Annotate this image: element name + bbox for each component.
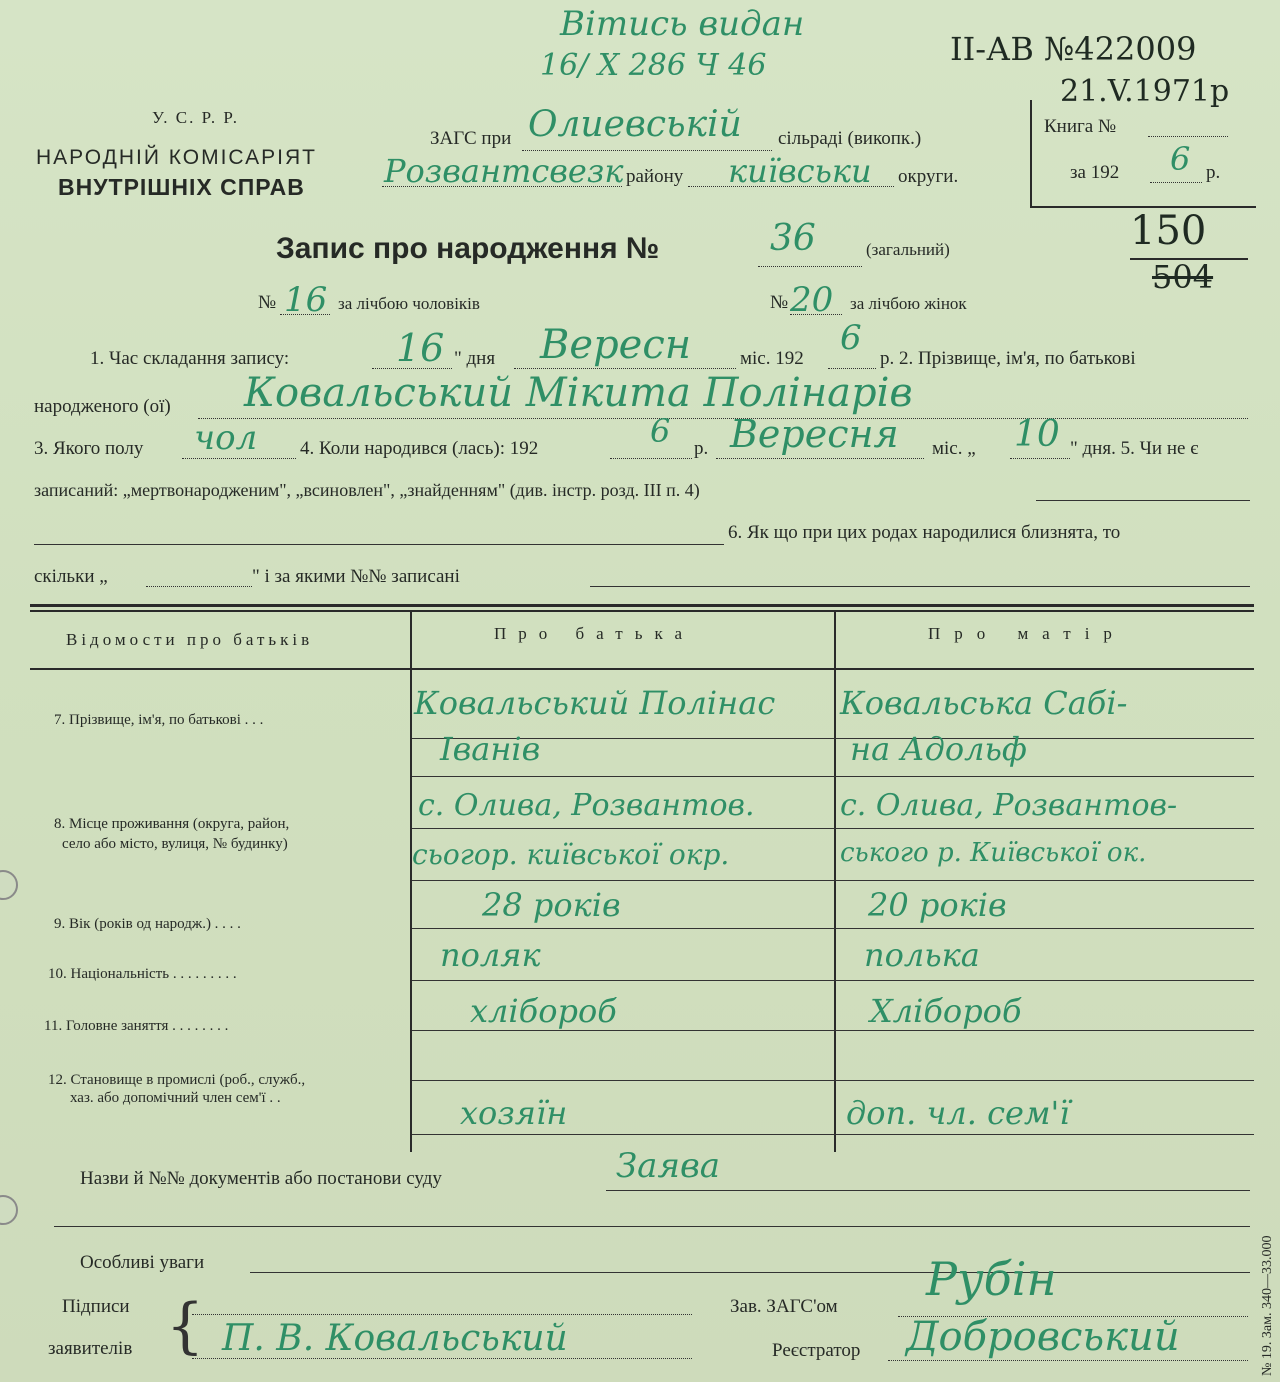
- q1-month: Вересн: [540, 322, 692, 368]
- col-header-father: Про батька: [494, 624, 695, 643]
- margin-number-2: 504: [1152, 258, 1214, 296]
- book-year: 6: [1170, 140, 1191, 178]
- q4-label: 4. Коли народився (лась): 192: [300, 438, 539, 459]
- male-label: за лічбою чоловіків: [338, 294, 480, 313]
- sex: чол: [194, 418, 258, 458]
- book-label: Книга №: [1044, 116, 1117, 137]
- q4-dnia: " дня. 5. Чи не є: [1070, 438, 1199, 459]
- father-surname-line1: Ковальський Полінас: [414, 684, 776, 722]
- male-no-prefix: №: [258, 292, 277, 313]
- top-note-4: 21.V.1971р: [1060, 74, 1230, 109]
- docs-value: Заява: [616, 1146, 721, 1186]
- zav-label: Зав. ЗАГС'ом: [730, 1296, 838, 1317]
- q1-r: р. 2. Прізвище, ім'я, по батькові: [880, 348, 1136, 369]
- zav-signature: Рубін: [926, 1252, 1057, 1306]
- village-name: Олиевській: [528, 104, 742, 145]
- q6-text: 6. Як що при цих родах народилися близнята, то: [728, 522, 1121, 543]
- top-note-2: 16/ X 286 Ч 46: [540, 48, 767, 83]
- birth-month: Вересня: [730, 412, 899, 456]
- silradi-label: сільраді (викопк.): [778, 128, 922, 149]
- q2-label: народженого (ої): [34, 396, 171, 417]
- ussr-label: У. С. Р. Р.: [152, 108, 240, 127]
- child-name: Ковальський Мікита Полінарів: [244, 370, 913, 416]
- year-prefix: за 192: [1070, 162, 1120, 183]
- registrar-label: Реєстратор: [772, 1340, 861, 1361]
- row10-label: 10. Національність . . . . . . . . .: [48, 966, 237, 982]
- signatures-brace: {: [166, 1291, 205, 1361]
- okrugy-label: округи.: [898, 166, 959, 187]
- commissariat-line-2: ВНУТРІШНІХ СПРАВ: [58, 174, 305, 200]
- mother-surname-line2: на Адольф: [850, 730, 1027, 768]
- q1-dnia: " дня: [454, 348, 496, 369]
- q4-mis: міс. „: [932, 438, 976, 459]
- mother-surname-line1: Ковальська Сабі-: [840, 684, 1128, 722]
- raionu-label: району: [626, 166, 684, 187]
- q1-mis: міс. 192: [740, 348, 804, 369]
- mother-nationality: полька: [864, 936, 980, 974]
- applicant-signature: П. В. Ковальський: [222, 1318, 568, 1359]
- okrug-name: київськи: [728, 152, 872, 190]
- district-name: Розвантсвезк: [384, 152, 624, 190]
- father-age: 28 років: [482, 886, 621, 924]
- q5-text: записаний: „мертвонародженим", „всиновлен", „знайденням" (див. інстр. розд. III п. 4): [34, 480, 700, 500]
- row8-label-1: 8. Місце проживання (округа, район,: [54, 816, 290, 832]
- record-title: Запис про народження №: [276, 232, 660, 265]
- female-count: 20: [790, 280, 834, 320]
- father-occupation: хлібороб: [470, 992, 617, 1030]
- row12-label-2: хаз. або допомічний член сем'ї . .: [70, 1090, 281, 1106]
- registrar-signature: Добровський: [906, 1314, 1180, 1360]
- top-note-3: II-АВ №422009: [950, 30, 1197, 68]
- q6-c: " і за якими №№ записані: [252, 566, 460, 587]
- q3-label: 3. Якого полу: [34, 438, 144, 459]
- father-residence-line1: с. Олива, Розвантов.: [418, 788, 755, 823]
- female-no-prefix: №: [770, 292, 789, 313]
- zags-prefix: ЗАГС при: [430, 128, 512, 149]
- mother-position: доп. чл. сем'ї: [846, 1094, 1070, 1132]
- docs-label: Назви й №№ документів або постанови суду: [80, 1168, 442, 1189]
- q4-r: р.: [694, 438, 709, 459]
- birth-day: 10: [1014, 414, 1060, 455]
- signatures-label-2: заявителів: [48, 1338, 133, 1359]
- mother-residence-line2: ського р. Київської ок.: [840, 838, 1147, 868]
- notes-label: Особливі уваги: [80, 1252, 205, 1273]
- mother-residence-line1: с. Олива, Розвантов-: [840, 788, 1178, 823]
- signatures-label-1: Підписи: [62, 1296, 130, 1317]
- col-header-parents: Відомости про батьків: [66, 630, 314, 649]
- q6-b: скільки „: [34, 566, 108, 587]
- punch-hole: [0, 870, 18, 900]
- commissariat-line-1: НАРОДНІЙ КОМІСАРІЯТ: [36, 146, 317, 169]
- q1-day: 16: [396, 326, 445, 370]
- father-position: хозяїн: [460, 1094, 568, 1132]
- year-suffix: р.: [1206, 162, 1221, 183]
- father-surname-line2: Іванів: [440, 730, 541, 768]
- row11-label: 11. Головне заняття . . . . . . . .: [44, 1018, 229, 1034]
- print-order-note: № 19. Зам. 340—33.000: [1260, 1235, 1275, 1376]
- row12-label-1: 12. Становище в промислі (роб., служб.,: [48, 1072, 306, 1088]
- mother-occupation: Хлібороб: [870, 992, 1022, 1030]
- row9-label: 9. Вік (років од народж.) . . . .: [54, 916, 241, 932]
- father-residence-line2: сьогор. київської окр.: [412, 838, 730, 871]
- record-number: 36: [770, 218, 816, 259]
- female-label: за лічбою жінок: [850, 294, 967, 313]
- mother-age: 20 років: [868, 886, 1007, 924]
- q1-year: 6: [840, 318, 862, 358]
- father-nationality: поляк: [440, 936, 541, 974]
- margin-number-1: 150: [1130, 208, 1207, 254]
- punch-hole: [0, 1195, 18, 1225]
- top-note-1: Вітись видан: [560, 4, 805, 44]
- row7-label: 7. Прізвище, ім'я, по батькові . . .: [54, 712, 264, 728]
- col-header-mother: Про матір: [928, 624, 1126, 643]
- birth-year: 6: [650, 412, 671, 450]
- row8-label-2: село або місто, вулиця, № будинку): [62, 836, 288, 852]
- general-label: (загальний): [866, 240, 950, 259]
- q1-label: 1. Час складання запису:: [90, 348, 290, 369]
- male-count: 16: [284, 280, 328, 320]
